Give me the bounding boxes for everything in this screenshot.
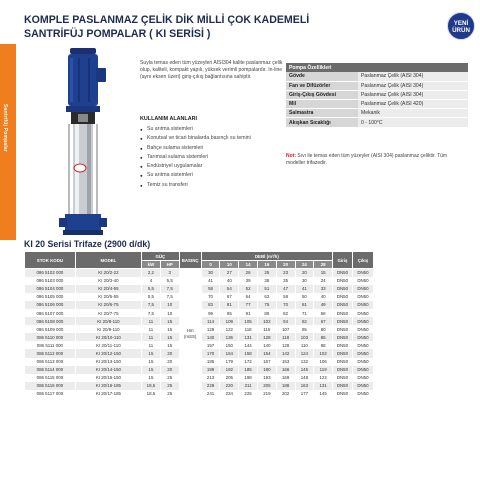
table-cell: 89 [257, 309, 276, 317]
list-item: ● Endüstriyel uygulamalar [140, 162, 251, 171]
note-text: Sıvı ile temas eden tüm yüzeyler (AISI 304) paslanmaz çeliktir. Tüm modeller trifazedir. [286, 153, 448, 166]
table-cell: 086 5107 000 [25, 309, 76, 317]
table-cell: 41 [295, 285, 314, 293]
table-cell: 225 [239, 390, 258, 398]
table-cell: 20 [160, 358, 179, 366]
prop-value: Paslanmaz Çelik (AISI 304) [358, 81, 468, 90]
table-cell: 086 5103 000 [25, 277, 76, 285]
table-cell: DN50 [333, 382, 353, 390]
prop-key: Salmastra [286, 109, 358, 118]
table-cell: 24 [314, 277, 333, 285]
table-row [286, 72, 468, 81]
table-cell: KI 20/3-40 [75, 277, 141, 285]
table-cell: 172 [239, 358, 258, 366]
prop-key: Fan ve Difüzörler [286, 81, 358, 90]
table-cell: 185 [239, 366, 258, 374]
table-cell: 71 [295, 309, 314, 317]
table-cell: 38 [257, 277, 276, 285]
table-cell: DN50 [333, 309, 353, 317]
table-cell: DN50 [333, 349, 353, 357]
page-title-line2: SANTRİFÜJ POMPALAR ( KI SERİSİ ) [24, 28, 211, 40]
table-cell: 086 5105 000 [25, 293, 76, 301]
list-item: ● Konutsal ve ticari binalarda basınçlı su temini [140, 134, 251, 143]
table-cell: 158 [239, 349, 258, 357]
table-cell: DN50 [352, 349, 373, 357]
table-cell: 25 [257, 269, 276, 277]
table-cell: 30 [201, 269, 220, 277]
col-flow: DEBİ (m³/h) [201, 252, 332, 261]
table-cell: 3 [160, 269, 179, 277]
list-item: ● Temiz su transferi [140, 181, 251, 190]
material-note [286, 153, 466, 167]
data-body [25, 269, 374, 399]
table-cell: 211 [239, 382, 258, 390]
table-cell: 188 [276, 382, 295, 390]
table-cell: DN50 [333, 301, 353, 309]
table-cell: 086 5112 000 [25, 349, 76, 357]
table-cell: 7,5 [160, 293, 179, 301]
table-cell: 95 [220, 309, 239, 317]
list-item: ● Su arıtma sistemleri [140, 125, 251, 134]
table-cell: KI 20/5-55 [75, 293, 141, 301]
table-cell: 67 [220, 293, 239, 301]
table-cell: 7,5 [142, 301, 161, 309]
table-cell: DN50 [352, 374, 373, 382]
pump-properties-table [286, 63, 468, 128]
table-cell: DN50 [333, 358, 353, 366]
table-cell: 11 [142, 333, 161, 341]
table-cell: 086 5109 000 [25, 325, 76, 333]
table-cell: 95 [295, 325, 314, 333]
table-cell: 27 [220, 269, 239, 277]
table-cell: 205 [220, 374, 239, 382]
table-cell: 41 [201, 277, 220, 285]
table-cell: 75 [257, 301, 276, 309]
table-row [25, 269, 374, 277]
table-cell: 148 [295, 374, 314, 382]
table-cell: DN50 [352, 317, 373, 325]
table-cell: 157 [201, 341, 220, 349]
col-flow-value: 24 [295, 261, 314, 269]
table-cell: 164 [220, 349, 239, 357]
table-cell: 62 [257, 293, 276, 301]
col-kw: kW [142, 261, 161, 269]
table-cell: 10 [160, 309, 179, 317]
prop-value: Paslanmaz Çelik (AISI 420) [358, 100, 468, 109]
table-cell: 18,5 [142, 390, 161, 398]
table-cell: KI 20/2-22 [75, 269, 141, 277]
table-cell: DN50 [333, 374, 353, 382]
table-cell: 086 5110 000 [25, 333, 76, 341]
table-cell: 39 [239, 277, 258, 285]
table-cell: DN50 [352, 269, 373, 277]
table-cell: 109 [220, 317, 239, 325]
table-cell: 64 [239, 293, 258, 301]
table-cell: 20 [160, 349, 179, 357]
table-cell: DN50 [333, 285, 353, 293]
table-cell: 131 [314, 382, 333, 390]
table-cell: 58 [314, 309, 333, 317]
list-item: ● Tarımsal sulama sistemleri [140, 153, 251, 162]
table-cell: 128 [276, 341, 295, 349]
table-cell: 4 [142, 277, 161, 285]
series-table-title: KI 20 Serisi Trifaze (2900 d/dk) [24, 239, 151, 249]
table-cell: 70 [201, 293, 220, 301]
table-row [286, 81, 468, 90]
table-cell: 114 [201, 317, 220, 325]
table-cell: DN50 [352, 285, 373, 293]
table-cell: 35 [276, 277, 295, 285]
table-cell: 128 [201, 325, 220, 333]
table-cell: 5,5 [142, 285, 161, 293]
table-cell: 118 [276, 333, 295, 341]
table-cell: DN50 [352, 293, 373, 301]
table-cell: DN50 [352, 277, 373, 285]
pressure-unit-cell [179, 269, 201, 399]
table-cell: 086 5102 000 [25, 269, 76, 277]
table-cell: 15 [160, 317, 179, 325]
table-cell: 086 5104 000 [25, 285, 76, 293]
table-cell: 136 [220, 333, 239, 341]
table-cell: 228 [201, 382, 220, 390]
table-cell: 15 [142, 358, 161, 366]
table-cell: 086 5115 000 [25, 374, 76, 382]
col-flow-value: 16 [257, 261, 276, 269]
table-cell: KI 20/10-110 [75, 333, 141, 341]
table-cell: 144 [239, 341, 258, 349]
table-cell: 192 [220, 366, 239, 374]
table-cell: 199 [201, 366, 220, 374]
table-cell: KI 20/8-110 [75, 317, 141, 325]
table-cell: KI 20/14-150 [75, 366, 141, 374]
prop-value: Paslanmaz Çelik (AISI 304) [358, 72, 468, 81]
series-data-table [24, 251, 374, 398]
table-cell: 81 [220, 301, 239, 309]
table-cell: KI 20/11-110 [75, 341, 141, 349]
table-cell: 180 [257, 366, 276, 374]
table-row [286, 90, 468, 99]
table-cell: KI 20/13-150 [75, 358, 141, 366]
table-cell: 15 [142, 349, 161, 357]
table-cell: 15 [160, 333, 179, 341]
prop-value: 0 - 100°C [358, 118, 468, 127]
table-cell: DN50 [333, 341, 353, 349]
table-cell: DN50 [333, 317, 353, 325]
table-cell: 154 [257, 349, 276, 357]
table-cell: 241 [201, 390, 220, 398]
props-body [286, 72, 468, 127]
table-cell: DN50 [333, 333, 353, 341]
table-cell: DN50 [333, 269, 353, 277]
table-row [286, 109, 468, 118]
table-cell: 153 [276, 358, 295, 366]
table-cell: KI 20/16-185 [75, 382, 141, 390]
table-cell: 213 [201, 374, 220, 382]
table-cell: 122 [220, 325, 239, 333]
uses-title: KULLANIM ALANLARI [140, 116, 197, 122]
col-hp: HP [160, 261, 179, 269]
table-cell: 80 [314, 325, 333, 333]
col-flow-value: 0 [201, 261, 220, 269]
table-cell: KI 20/17-185 [75, 390, 141, 398]
col-flow-value: 14 [239, 261, 258, 269]
table-cell: 11 [142, 325, 161, 333]
list-item: ● Bahçe sulama sistemleri [140, 144, 251, 153]
table-cell: 61 [295, 301, 314, 309]
table-cell: DN50 [333, 390, 353, 398]
table-cell: 119 [314, 366, 333, 374]
badge-line1: YENİ [453, 20, 469, 27]
table-cell: 086 5113 000 [25, 358, 76, 366]
table-cell: 58 [276, 293, 295, 301]
table-cell: 086 5108 000 [25, 317, 76, 325]
prop-value: Paslanmaz Çelik (AISI 304) [358, 90, 468, 99]
table-cell: 83 [201, 301, 220, 309]
table-cell: 086 5114 000 [25, 366, 76, 374]
table-cell: 18,5 [142, 382, 161, 390]
table-cell: 20 [295, 269, 314, 277]
table-cell: 82 [276, 309, 295, 317]
table-cell: 47 [276, 285, 295, 293]
table-cell: DN50 [352, 333, 373, 341]
table-cell: 30 [295, 277, 314, 285]
col-flow-value: 10 [220, 261, 239, 269]
table-cell: KI 20/15-150 [75, 374, 141, 382]
table-cell: 179 [220, 358, 239, 366]
table-cell: 40 [314, 293, 333, 301]
page-title [24, 13, 354, 41]
new-product-badge [447, 12, 475, 40]
col-pressure: BASINÇ [179, 252, 201, 269]
table-cell: 142 [276, 349, 295, 357]
table-cell: DN50 [333, 293, 353, 301]
table-cell: KI 20/12-150 [75, 349, 141, 357]
table-cell: 70 [276, 301, 295, 309]
table-cell: 170 [201, 349, 220, 357]
table-cell: 51 [257, 285, 276, 293]
table-cell: DN50 [333, 366, 353, 374]
table-cell: 40 [220, 277, 239, 285]
table-cell: 15 [142, 366, 161, 374]
table-cell: 124 [295, 349, 314, 357]
col-power: GÜÇ [142, 252, 180, 261]
table-cell: 145 [295, 366, 314, 374]
table-cell: 086 5116 000 [25, 382, 76, 390]
motor-fan-cover [70, 48, 96, 54]
table-cell: 15 [142, 374, 161, 382]
col-stock-code: STOK KODU [25, 252, 76, 269]
table-cell: DN50 [352, 309, 373, 317]
table-cell: 88 [314, 341, 333, 349]
table-cell: 128 [257, 333, 276, 341]
side-tab-label: Santrifüj Pompalar [2, 104, 8, 153]
table-cell: 82 [295, 317, 314, 325]
table-cell: 99 [201, 309, 220, 317]
table-cell: 7,5 [160, 285, 179, 293]
table-cell: DN50 [352, 390, 373, 398]
table-row [286, 118, 468, 127]
table-cell: 169 [276, 374, 295, 382]
table-cell: 140 [201, 333, 220, 341]
table-cell: DN50 [352, 358, 373, 366]
prop-key: Akışkan Sıcaklığı [286, 118, 358, 127]
col-flow-value: 20 [276, 261, 295, 269]
table-cell: 163 [295, 382, 314, 390]
pump-image [56, 46, 114, 244]
table-cell: 20 [160, 366, 179, 374]
table-cell: 50 [295, 293, 314, 301]
table-cell: 25 [160, 382, 179, 390]
table-cell: 94 [276, 317, 295, 325]
table-cell: 2,2 [142, 269, 161, 277]
col-flow-value: 28 [314, 261, 333, 269]
table-cell: 166 [276, 366, 295, 374]
table-cell: 23 [276, 269, 295, 277]
table-cell: 26 [239, 269, 258, 277]
table-cell: 107 [276, 325, 295, 333]
uses-list [140, 125, 251, 190]
table-cell: 198 [239, 374, 258, 382]
table-cell: 102 [257, 317, 276, 325]
table-cell: 25 [160, 390, 179, 398]
motor-flange [66, 106, 100, 112]
col-outlet: Çıkış [352, 252, 373, 269]
table-cell: 25 [160, 374, 179, 382]
note-label: Not: [286, 153, 296, 159]
props-header: Pompa Özellikleri [286, 63, 468, 72]
table-cell: 103 [295, 333, 314, 341]
table-cell: 193 [257, 374, 276, 382]
table-cell: 7,5 [142, 309, 161, 317]
table-cell: 11 [142, 317, 161, 325]
table-cell: 167 [257, 358, 276, 366]
table-cell: DN50 [352, 341, 373, 349]
prop-value: Mekanik [358, 109, 468, 118]
table-cell: 086 5106 000 [25, 301, 76, 309]
table-cell: 205 [257, 382, 276, 390]
page-title-line1: KOMPLE PASLANMAZ ÇELİK DİK MİLLİ ÇOK KADEMELİ [24, 14, 310, 26]
table-cell: 234 [220, 390, 239, 398]
product-description: Suyla temas eden tüm yüzeyleri AISI304 kalite paslanmaz çelik olup, kaliteli, kompakt yapılı, yüksek verimli pompalardır. In-line (aynı eksen üzeri) giriş-çıkış bağlantısına sahiptir. [140, 60, 283, 81]
table-cell: 10 [160, 301, 179, 309]
list-item: ● Su arıtma sistemleri [140, 171, 251, 180]
brand-logo [74, 164, 86, 172]
table-cell: 52 [239, 285, 258, 293]
pressure-unit: Hm [186, 327, 194, 333]
table-cell: 131 [239, 333, 258, 341]
table-cell: 67 [314, 317, 333, 325]
table-cell: DN50 [352, 366, 373, 374]
table-cell: 49 [314, 301, 333, 309]
side-tab [0, 44, 16, 240]
table-cell: 132 [295, 358, 314, 366]
terminal-box [96, 68, 106, 82]
table-cell: 115 [257, 325, 276, 333]
table-cell: 118 [239, 325, 258, 333]
badge-line2: ÜRÜN [452, 27, 470, 34]
table-cell: 140 [257, 341, 276, 349]
table-cell: 15 [314, 269, 333, 277]
table-cell: 202 [276, 390, 295, 398]
table-cell: 145 [314, 390, 333, 398]
table-cell: 150 [220, 341, 239, 349]
table-cell: DN50 [352, 325, 373, 333]
col-model: MODEL [75, 252, 141, 269]
prop-key: Gövde [286, 72, 358, 81]
table-cell: 122 [314, 374, 333, 382]
table-cell: DN50 [352, 301, 373, 309]
table-cell: 91 [239, 309, 258, 317]
table-cell: 220 [220, 382, 239, 390]
table-cell: 086 5117 000 [25, 390, 76, 398]
table-row [286, 100, 468, 109]
table-cell: DN50 [333, 277, 353, 285]
table-cell: 5,5 [142, 293, 161, 301]
table-cell: KI 20/4-55 [75, 285, 141, 293]
table-cell: DN50 [333, 325, 353, 333]
table-cell: 33 [314, 285, 333, 293]
table-cell: 5,5 [160, 277, 179, 285]
table-cell: 102 [314, 349, 333, 357]
table-cell: 15 [160, 325, 179, 333]
table-cell: 15 [160, 341, 179, 349]
prop-key: Giriş-Çıkış Gövdesi [286, 90, 358, 99]
table-cell: 086 5111 000 [25, 341, 76, 349]
pump-base [65, 214, 101, 230]
table-cell: 85 [314, 333, 333, 341]
table-cell: 110 [295, 341, 314, 349]
table-cell: 105 [239, 317, 258, 325]
prop-key: Mil [286, 100, 358, 109]
col-inlet: Giriş [333, 252, 353, 269]
table-cell: 77 [239, 301, 258, 309]
table-cell: 106 [314, 358, 333, 366]
table-cell: 54 [220, 285, 239, 293]
table-cell: 185 [201, 358, 220, 366]
table-cell: KI 20/7-75 [75, 309, 141, 317]
table-cell: KI 20/6-75 [75, 301, 141, 309]
table-cell: 58 [201, 285, 220, 293]
table-cell: 11 [142, 341, 161, 349]
table-cell: 177 [295, 390, 314, 398]
table-cell: 219 [257, 390, 276, 398]
table-cell: KI 20/9-110 [75, 325, 141, 333]
table-cell: DN50 [352, 382, 373, 390]
pressure-unit-sub: (mSS) [183, 333, 197, 339]
